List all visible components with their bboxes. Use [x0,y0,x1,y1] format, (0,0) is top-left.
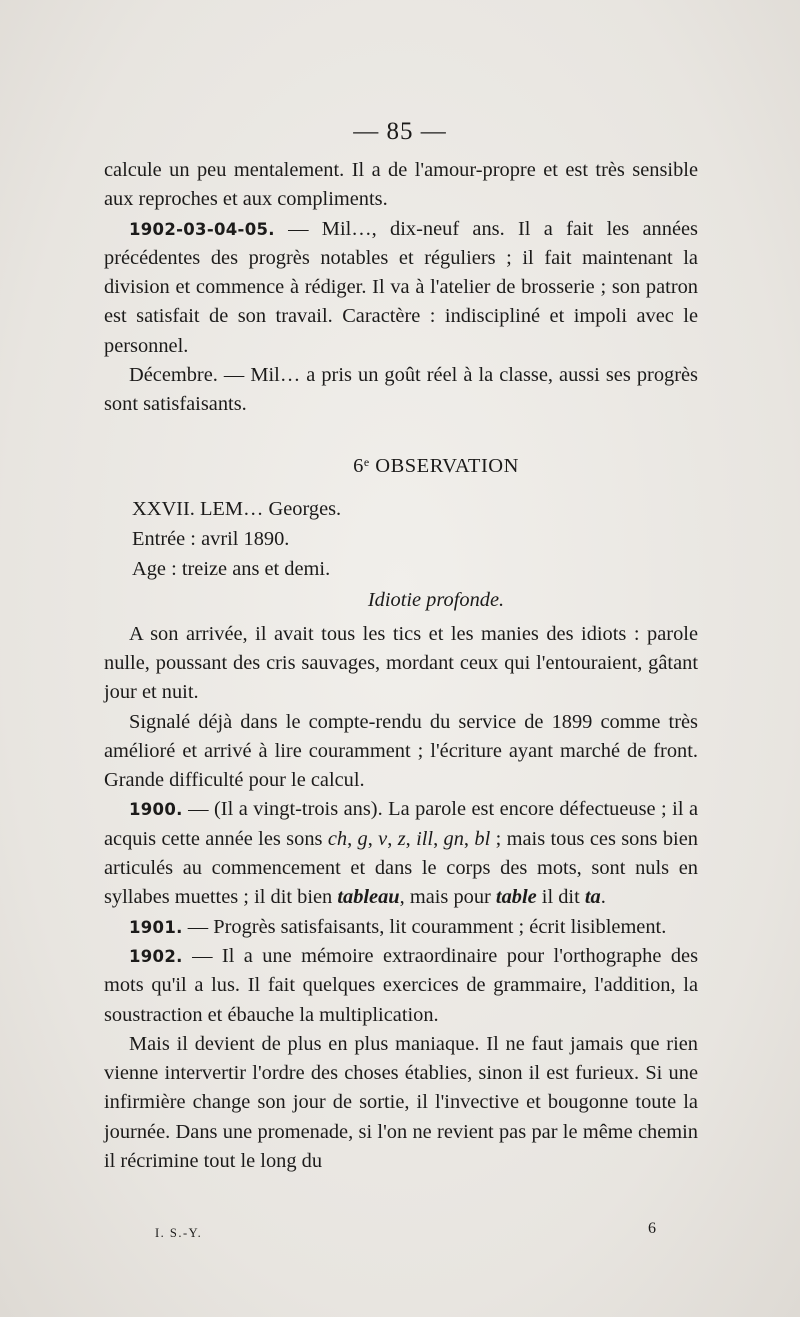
sheet-number: 6 [648,1220,656,1237]
date-1901: 1901. [129,917,183,937]
word-ta: ta [584,886,601,909]
entry-date: Entrée : avril 1890. [132,527,290,550]
date-1900: 1900. [129,800,183,820]
paragraph-1900: 1900. — (Il a vingt-trois ans). La parole est encore défectueuse ; il a acquis cette année les sons ch, g, v, z, ill, gn, bl ; mais tous ces sons bien articulés au commencement et dans le corps des mots, sont nuls en syllabes muettes ; il dit bien tableau, mais pour table il dit ta. [104,798,698,909]
date-1902-03-04-05: 1902-03-04-05. [129,219,275,239]
word-table: table [495,886,537,909]
date-1902: 1902. [129,946,183,966]
sound: gn [443,827,464,850]
paragraph-text: — Mil…, dix-neuf ans. Il a fait les années précédentes des progrès notables et réguliers ; il fait maintenant la division et commence à rédiger. Il va à l'atelier de brosserie ; son patron est satisfait de son travail. Caractère : indiscipliné et impoli avec le personnel. [104,217,698,357]
page-number: — 85 — [353,118,447,145]
sound: z [397,827,406,850]
paragraph-1902b: 1902. — Il a une mémoire extraordinaire pour l'orthographe des mots qu'il a lus. Il fait quelques exercices de grammaire, l'addition, la soustraction et ébauche la multiplication. [104,944,698,1026]
diagnosis: Idiotie profonde. [367,589,505,612]
printer-signature: I. S.-Y. [155,1226,203,1240]
paragraph-1902 [104,215,698,361]
paragraph-maniac: Mais il devient de plus en plus maniaque. Il ne faut jamais que rien vienne intervertir l'ordre des choses établies, sinon il est furieux. Si une infirmière change son jour de sortie, il l'invective et bougonne toute la journée. Dans une promenade, si l'on ne revient pas par le même chemin il récrimine tout le long du [104,1032,698,1172]
sound: g [357,827,368,850]
sound: ill [416,827,434,850]
word-tableau: tableau [337,886,400,909]
text-block [104,156,698,1176]
observation-heading: 6e OBSERVATION [353,454,519,477]
sound: bl [474,827,491,850]
sound: ch [327,827,348,850]
paragraph-continued: calcule un peu mentalement. Il a de l'amour-propre et est très sensible aux reproches et aux compliments. [104,159,698,211]
paragraph-arrival: A son arrivée, il avait tous les tics et les manies des idiots : parole nulle, poussant des cris sauvages, mordant ceux qui l'entouraient, gâtant jour et nuit. [104,622,698,704]
paragraph-decembre: Décembre. — Mil… a pris un goût réel à la classe, aussi ses progrès sont satisfaisants. [104,364,698,416]
patient-name: XXVII. LEM… Georges. [132,497,342,520]
paragraph-1901: 1901. — Progrès satisfaisants, lit couramment ; écrit lisiblement. [129,915,667,938]
paragraph-1899: Signalé déjà dans le compte-rendu du service de 1899 comme très amélioré et arrivé à lire couramment ; l'écriture ayant marché de front. Grande difficulté pour le calcul. [104,710,698,792]
patient-age: Age : treize ans et demi. [132,557,331,580]
sound: v [378,827,388,850]
